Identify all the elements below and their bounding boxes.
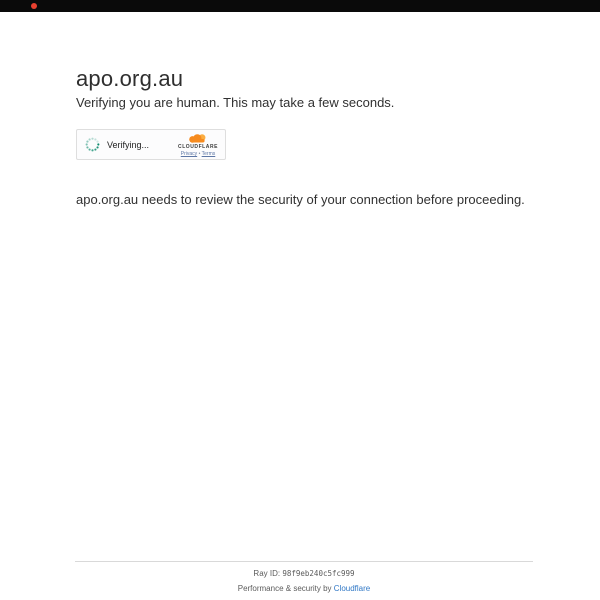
security-review-message: apo.org.au needs to review the security of your connection before proceeding. (76, 192, 525, 207)
performance-note (75, 584, 533, 593)
widget-links (181, 152, 216, 157)
verifying-message: Verifying you are human. This may take a few seconds. (76, 95, 395, 110)
spinner-dots-icon (85, 137, 100, 152)
ray-id (75, 569, 533, 578)
widget-status-text: Verifying... (107, 139, 150, 150)
cloudflare-challenge-widget (76, 129, 226, 160)
cloudflare-cloud-icon (185, 133, 211, 144)
performance-text: Performance & security by (237, 584, 332, 593)
privacy-link[interactable]: Privacy (180, 151, 198, 157)
widget-status (85, 137, 149, 152)
cloudflare-branding (178, 132, 218, 157)
page-title: apo.org.au (76, 66, 184, 91)
record-dot-icon (31, 3, 37, 9)
page-footer (75, 561, 533, 593)
top-bar (0, 0, 600, 12)
cloudflare-wordmark: CLOUDFLARE (178, 144, 218, 150)
cloudflare-link[interactable]: Cloudflare (333, 584, 371, 593)
ray-id-label: Ray ID: (253, 569, 281, 578)
links-separator: • (198, 151, 201, 157)
ray-id-value: 98f9eb240c5fc999 (282, 569, 355, 578)
terms-link[interactable]: Terms (201, 151, 216, 157)
